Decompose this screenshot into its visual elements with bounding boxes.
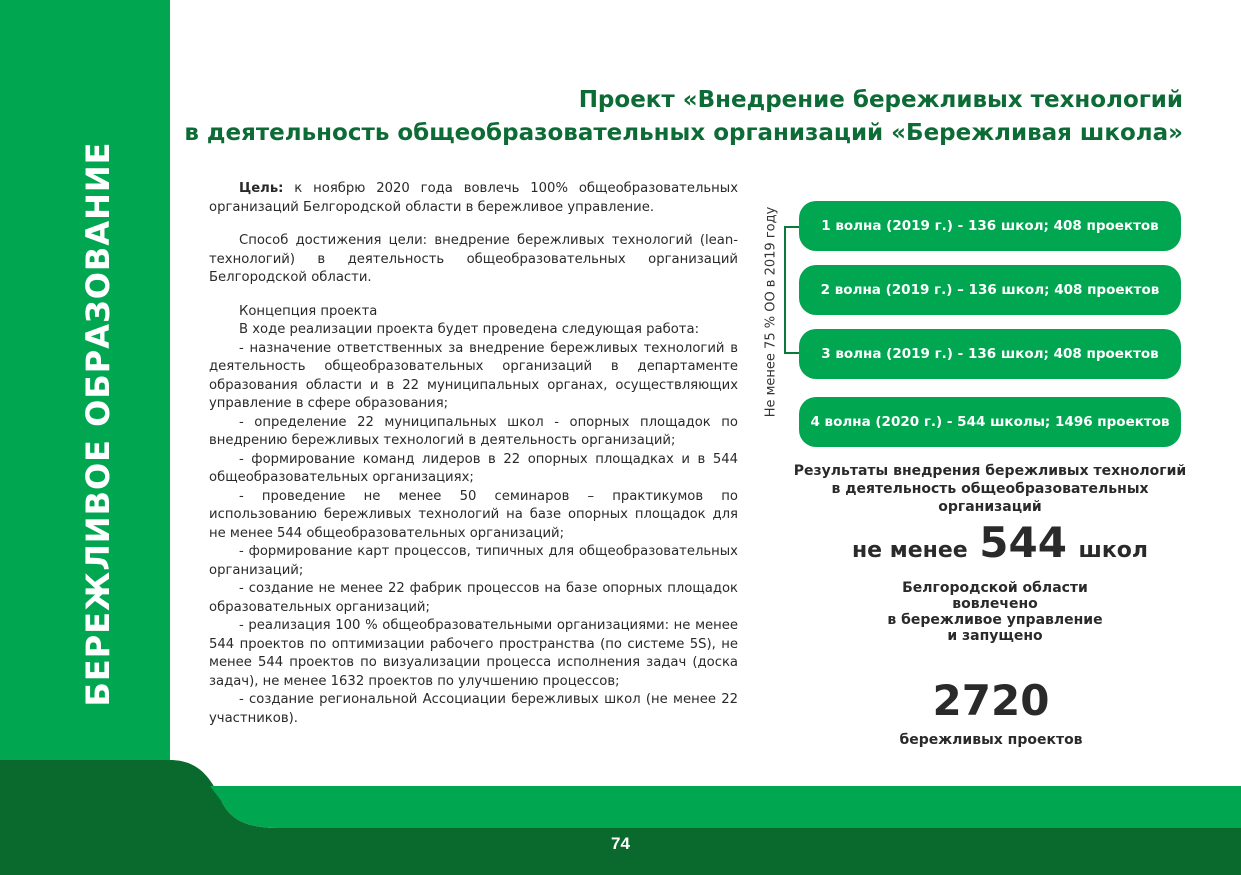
wave-pill-3: 3 волна (2019 г.) - 136 школ; 408 проектов <box>799 329 1181 379</box>
schools-stat <box>800 518 1200 567</box>
concept-item: - назначение ответственных за внедрение бережливых технологий в деятельность общеобразовательных организаций в департаменте образования области и в 22 муниципальных органах, осуществляющих управление в сфере образования; <box>209 340 738 411</box>
concept-item: - проведение не менее 50 семинаров – практикумов по использованию бережливых технологий на базе опорных площадок для не менее 544 общеобразовательных организаций; <box>209 488 738 541</box>
results-title <box>780 462 1200 516</box>
description-line: и запущено <box>947 628 1043 644</box>
concept-item: - формирование карт процессов, типичных для общеобразовательных организаций; <box>209 544 738 578</box>
schools-prefix: не менее <box>851 538 968 563</box>
wave-pill-2: 2 волна (2019 г.) – 136 школ; 408 проектов <box>799 265 1181 315</box>
concept-item: - формирование команд лидеров в 22 опорных площадках и в 544 общеобразовательных организациях; <box>209 451 738 485</box>
description-line: в бережливое управление <box>887 612 1103 628</box>
footer-light-band <box>210 786 1241 828</box>
schools-description <box>800 580 1190 644</box>
sidebar-title: БЕРЕЖЛИВОЕ ОБРАЗОВАНИЕ <box>79 141 117 707</box>
page-number: 74 <box>611 834 630 853</box>
description-line: Белгородской области <box>902 580 1088 596</box>
page-title-line-1: Проект «Внедрение бережливых технологий <box>578 87 1183 113</box>
projects-label: бережливых проектов <box>899 732 1083 748</box>
description-line: вовлечено <box>952 596 1038 612</box>
results-title-line-2: в деятельность общеобразовательных организаций <box>831 481 1149 515</box>
method-paragraph: Способ достижения цели: внедрение бережливых технологий (lean-технологий) в деятельность общеобразовательных организаций Белгородской области. <box>209 233 738 285</box>
page-title <box>184 84 1183 150</box>
concept-item: - реализация 100 % общеобразовательными организациями: не менее 544 проектов по оптимизации рабочего пространства (по системе 5S), не менее 544 проектов по визуализации процесса исполнения задач (доска задач), не менее 1632 проектов по улучшению процессов; <box>209 618 738 689</box>
concept-title: Концепция проекта <box>239 303 378 319</box>
vertical-label: Не менее 75 % ОО в 2019 году <box>763 206 779 418</box>
results-title-line-1: Результаты внедрения бережливых технологий <box>793 463 1187 479</box>
wave-pill-1: 1 волна (2019 г.) - 136 школ; 408 проектов <box>799 201 1181 251</box>
goal-paragraph <box>209 180 738 217</box>
schools-suffix: школ <box>1078 538 1149 563</box>
body-text <box>209 180 738 728</box>
schools-number: 544 <box>979 518 1067 567</box>
goal-label: Цель: <box>239 181 284 196</box>
projects-number: 2720 <box>932 676 1050 725</box>
concept-item: - создание региональной Ассоциации бережливых школ (не менее 22 участников). <box>209 692 738 726</box>
concept-intro: В ходе реализации проекта будет проведена следующая работа: <box>239 322 700 337</box>
page-title-line-2: в деятельность общеобразовательных организаций «Бережливая школа» <box>184 120 1183 146</box>
goal-text: к ноябрю 2020 года вовлечь 100% общеобразовательных организаций Белгородской области в бережливое управление. <box>209 181 738 215</box>
footer-band <box>0 740 1241 875</box>
concept-item: - создание не менее 22 фабрик процессов на базе опорных площадок образовательных организаций; <box>209 581 738 615</box>
wave-pill-4: 4 волна (2020 г.) - 544 школы; 1496 проектов <box>799 397 1181 447</box>
concept-item: - определение 22 муниципальных школ - опорных площадок по внедрению бережливых технологий в деятельность организаций; <box>209 414 738 448</box>
